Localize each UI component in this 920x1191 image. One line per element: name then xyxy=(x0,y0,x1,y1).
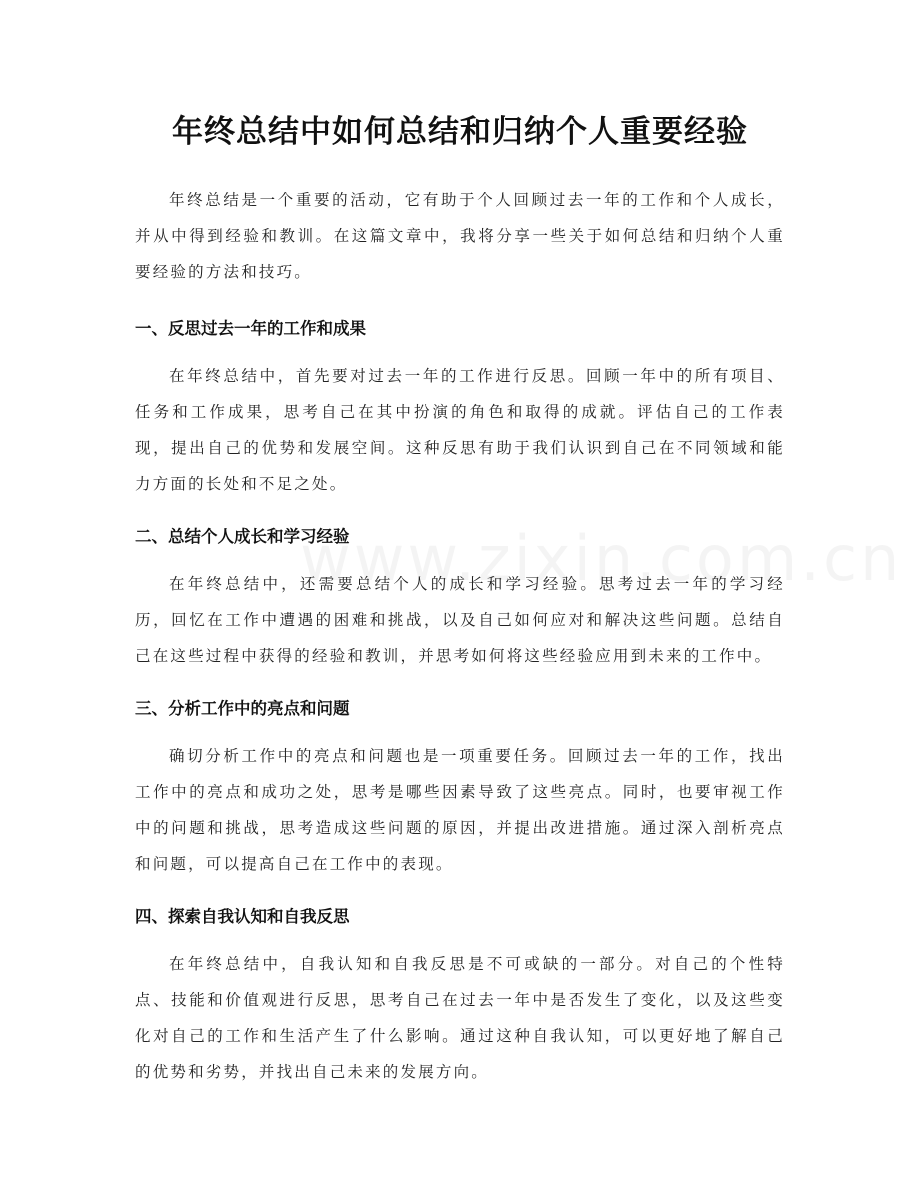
section-body-1: 在年终总结中，首先要对过去一年的工作进行反思。回顾一年中的所有项目、任务和工作成果，思考自己在其中扮演的角色和取得的成就。评估自己的工作表现，提出自己的优势和发展空间。这种反思有助于我们认识到自己在不同领域和能力方面的长处和不足之处。 xyxy=(135,367,785,493)
intro-paragraph: 年终总结是一个重要的活动，它有助于个人回顾过去一年的工作和个人成长，并从中得到经验和教训。在这篇文章中，我将分享一些关于如何总结和归纳个人重要经验的方法和技巧。 xyxy=(135,191,785,281)
section-heading-1: 一、反思过去一年的工作和成果 xyxy=(135,319,366,338)
section-heading-3: 三、分析工作中的亮点和问题 xyxy=(135,699,350,718)
page-title: 年终总结中如何总结和归纳个人重要经验 xyxy=(172,114,748,150)
section-body-3: 确切分析工作中的亮点和问题也是一项重要任务。回顾过去一年的工作，找出工作中的亮点和成功之处，思考是哪些因素导致了这些亮点。同时，也要审视工作中的问题和挑战，思考造成这些问题的原因，并提出改进措施。通过深入剖析亮点和问题，可以提高自己在工作中的表现。 xyxy=(135,747,785,873)
section-heading-4: 四、探索自我认知和自我反思 xyxy=(135,907,350,926)
document-body xyxy=(135,182,785,1112)
section-heading-2: 二、总结个人成长和学习经验 xyxy=(135,527,350,546)
section-body-4: 在年终总结中，自我认知和自我反思是不可或缺的一部分。对自己的个性特点、技能和价值观进行反思，思考自己在过去一年中是否发生了变化，以及这些变化对自己的工作和生活产生了什么影响。通过这种自我认知，可以更好地了解自己的优势和劣势，并找出自己未来的发展方向。 xyxy=(135,955,785,1081)
section-body-2: 在年终总结中，还需要总结个人的成长和学习经验。思考过去一年的学习经历，回忆在工作中遭遇的困难和挑战，以及自己如何应对和解决这些问题。总结自己在这些过程中获得的经验和教训，并思考如何将这些经验应用到未来的工作中。 xyxy=(135,575,785,665)
